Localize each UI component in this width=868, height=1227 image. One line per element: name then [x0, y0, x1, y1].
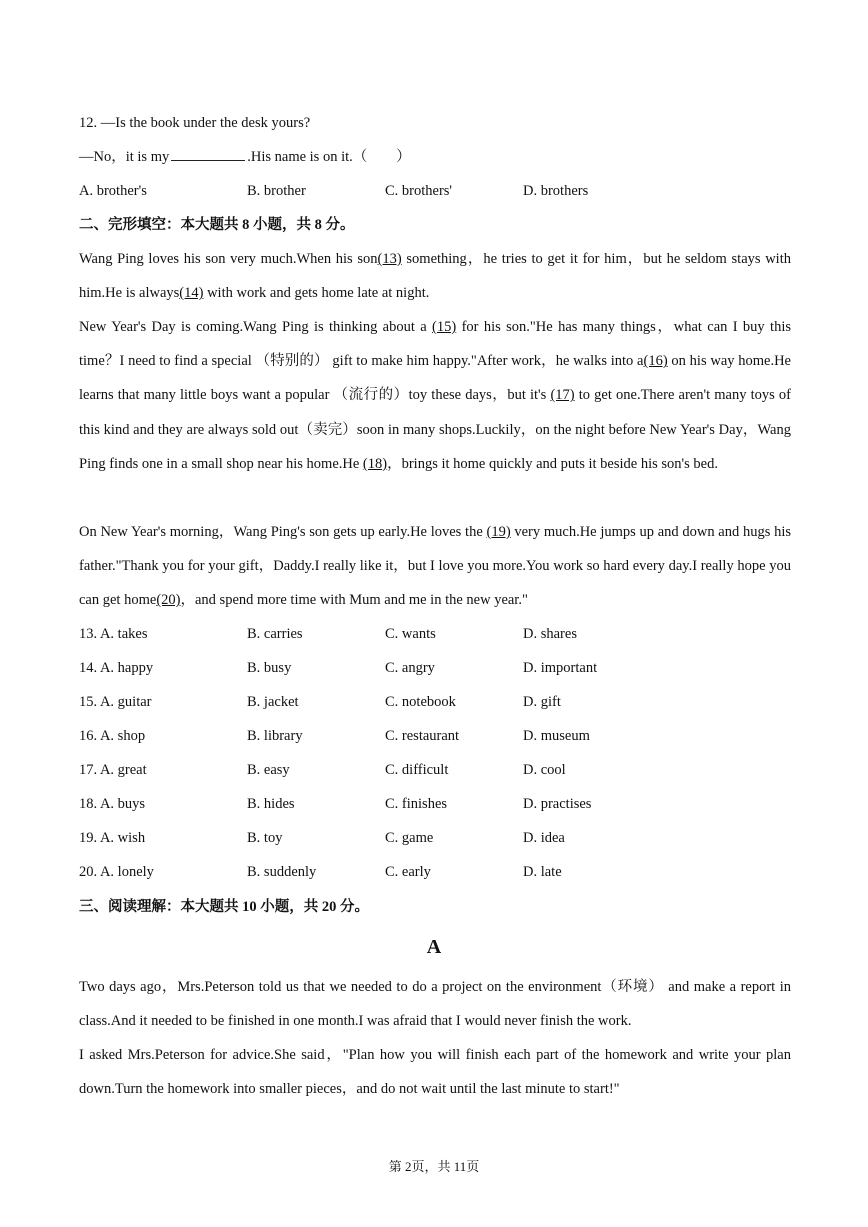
option-20-d: D. late: [523, 864, 562, 880]
option-14-d: D. important: [523, 660, 598, 676]
option-16-c: C. restaurant: [385, 728, 460, 744]
option-20-a: 20. A. lonely: [79, 864, 154, 880]
option-20-b: B. suddenly: [247, 864, 317, 880]
section-2-title: 二、完形填空：本大题共 8 小题，共 8 分。: [79, 217, 355, 233]
cloze-paragraph-3: [79, 515, 791, 618]
option-13-a: 13. A. takes: [79, 626, 148, 642]
option-18-a: 18. A. buys: [79, 796, 146, 812]
option-14-c: C. angry: [385, 660, 435, 676]
option-14-b: B. busy: [247, 660, 292, 676]
blank-16: (16): [643, 353, 668, 370]
option-19-a: 19. A. wish: [79, 830, 146, 846]
cloze-text: Wang Ping loves his son very much.When his son: [79, 251, 378, 267]
blank-19: (19): [486, 524, 511, 540]
passage-title: A: [426, 936, 442, 958]
option-18-c: C. finishes: [385, 796, 448, 812]
cloze-text: ，brings it home quickly and puts it beside his son's bed.: [387, 455, 718, 472]
option-18-b: B. hides: [247, 796, 295, 812]
blank-15: (15): [432, 319, 457, 335]
option-16-a: 16. A. shop: [79, 728, 146, 744]
q12-option-a: A. brother's: [79, 183, 147, 199]
q12-option-b: B. brother: [247, 183, 306, 199]
q12-option-c: C. brothers': [385, 183, 453, 199]
cloze-text: on his way home.He learns that many little boys want a popular （流行的）toy these days，but it's: [79, 353, 791, 404]
option-15-a: 15. A. guitar: [79, 694, 152, 710]
cloze-text: very much.He jumps up and down and hugs his father."Thank you for your gift，Daddy.I really like it，but I love you more.You work so hard every day.I really hope you can get home: [79, 524, 791, 609]
option-19-d: D. idea: [523, 830, 565, 846]
cloze-text: something，he tries to get it for him，but he seldom stays with him.He is always: [79, 251, 791, 302]
option-19-b: B. toy: [247, 830, 283, 846]
option-13-d: D. shares: [523, 626, 577, 642]
option-15-b: B. jacket: [247, 694, 299, 710]
cloze-text: with work and gets home late at night.: [203, 285, 430, 302]
cloze-text: On New Year's morning，Wang Ping's son gets up early.He loves the: [79, 524, 487, 540]
q12-stem-part1: —No，it is my: [79, 149, 170, 165]
page-footer: 第 2页，共 11页: [388, 1159, 480, 1174]
cloze-paragraph-1: [79, 242, 791, 310]
q12-stem-line1: 12. —Is the book under the desk yours?: [79, 115, 311, 131]
option-17-c: C. difficult: [385, 762, 449, 778]
blank-17: (17): [550, 387, 575, 404]
q12-option-d: D. brothers: [523, 183, 589, 199]
option-19-c: C. game: [385, 830, 434, 846]
blank-20: (20): [156, 592, 181, 609]
section-3-title: 三、阅读理解：本大题共 10 小题，共 20 分。: [79, 899, 369, 915]
cloze-text: for his son."He has many things，what can I buy this time？I need to find a special （特别的） gift to make him happy."After work，he walks into a: [79, 319, 791, 370]
option-17-b: B. easy: [247, 762, 290, 778]
cloze-text: New Year's Day is coming.Wang Ping is thinking about a: [79, 319, 433, 335]
option-20-c: C. early: [385, 864, 431, 880]
q12-stem-part2: .His name is on it.（ ）: [247, 149, 411, 165]
option-15-d: D. gift: [523, 694, 561, 710]
option-17-d: D. cool: [523, 762, 566, 778]
option-15-c: C. notebook: [385, 694, 456, 710]
option-16-b: B. library: [247, 728, 303, 744]
option-13-b: B. carries: [247, 626, 303, 642]
blank-18: (18): [362, 455, 388, 472]
q12-stem-line2: [79, 147, 411, 167]
blank-14: (14): [179, 285, 204, 302]
passage-a-paragraph-1: Two days ago，Mrs.Peterson told us that we needed to do a project on the environment（环境） and make a report in class.And it needed to be finished in one month.I was afraid that I would never finish the work.: [79, 979, 791, 1030]
blank-13: (13): [377, 251, 402, 267]
option-16-d: D. museum: [523, 728, 590, 744]
passage-a-paragraph-2: I asked Mrs.Peterson for advice.She said，"Plan how you will finish each part of the homework and write your plan down.Turn the homework into smaller pieces，and do not wait until the last minute to start!": [79, 1047, 791, 1098]
cloze-paragraph-2: [79, 310, 791, 481]
option-13-c: C. wants: [385, 626, 436, 642]
option-18-d: D. practises: [523, 796, 592, 812]
option-14-a: 14. A. happy: [79, 660, 154, 676]
option-17-a: 17. A. great: [79, 762, 147, 778]
cloze-text: to get one.There aren't many toys of this kind and they are always sold out（卖完）soon in many shops.Luckily，on the night before New Year's Day，Wang Ping finds one in a small shop near his home.He: [79, 387, 791, 472]
answer-blank: [171, 147, 245, 161]
cloze-text: ，and spend more time with Mum and me in the new year.": [180, 592, 528, 609]
